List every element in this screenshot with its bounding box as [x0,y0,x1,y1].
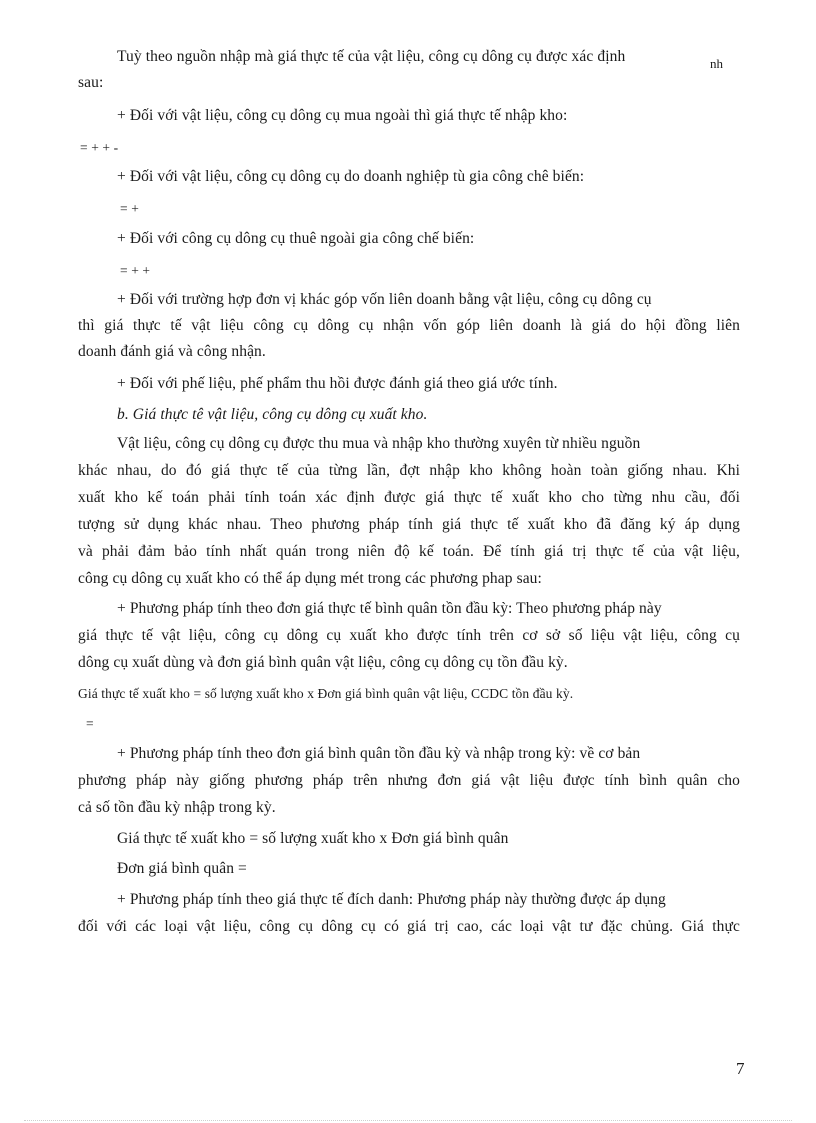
paragraph-line: dông cụ xuất dùng và đơn giá bình quân vật liệu, công cụ dông cụ tồn đầu kỳ. [78,654,568,671]
formula-line: = + + - [80,140,119,155]
paragraph-line: + Phương pháp tính theo đơn giá bình quân tồn đầu kỳ và nhập trong kỳ: về cơ bản [117,745,641,762]
paragraph-line: + Phương pháp tính theo đơn giá thực tế bình quân tồn đầu kỳ: Theo phương pháp này [117,600,662,617]
formula-line: = [86,716,94,731]
formula-line: Giá thực tế xuất kho = số lượng xuất kho x Đơn giá bình quân [117,830,509,847]
paragraph-line: khác nhau, do đó giá thực tế của từng lần, đợt nhập kho không hoàn toàn giống nhau. Khi [78,462,740,479]
paragraph-line: giá thực tế vật liệu, công cụ dông cụ xuất kho được tính trên cơ sở số liệu vật liệu, công cụ [78,627,740,644]
paragraph-line: doanh đánh giá và công nhận. [78,343,266,360]
paragraph-line: tượng sử dụng khác nhau. Theo phương pháp tính giá thực tế xuất kho đã đăng ký áp dụng [78,516,740,533]
formula-line: Giá thực tế xuất kho = số lượng xuất kho x Đơn giá bình quân vật liệu, CCDC tồn đầu kỳ. [78,686,574,701]
paragraph-line: + Đối với phế liệu, phế phẩm thu hồi được đánh giá theo giá ước tính. [117,375,558,392]
paragraph-line: + Phương pháp tính theo giá thực tế đích danh: Phương pháp này thường được áp dụng [117,891,666,908]
paragraph-line: thì giá thực tế vật liệu công cụ dông cụ nhận vốn góp liên doanh là giá do hội đồng liên [78,317,740,334]
paragraph-line: và phải đảm bảo tính nhất quán trong niên độ kế toán. Để tính giá trị thực tế của vật liệu, [78,543,740,560]
paragraph-line: phương pháp này giống phương pháp trên nhưng đơn giá vật liệu được tính bình quân cho [78,772,740,789]
section-heading: b. Giá thực tê vật liệu, công cụ dông cụ xuất kho. [117,406,428,423]
paragraph-line: Vật liệu, công cụ dông cụ được thu mua và nhập kho thường xuyên từ nhiều nguồn [117,435,641,452]
page-bottom-divider [24,1120,792,1121]
paragraph-line: sau: [78,74,104,91]
paragraph-line: + Đối với công cụ dông cụ thuê ngoài gia công chế biến: [117,230,475,247]
paragraph-line: + Đối với trường hợp đơn vị khác góp vốn liên doanh bằng vật liệu, công cụ dông cụ [117,291,652,308]
paragraph-line: Tuỳ theo nguồn nhập mà giá thực tế của vật liệu, công cụ dông cụ được xác định [117,48,626,65]
line-overflow-fragment: nh [710,56,723,71]
paragraph-line: công cụ dông cụ xuất kho có thể áp dụng mét trong các phương phap sau: [78,570,542,587]
page-number: 7 [736,1059,745,1078]
paragraph-line: cả số tồn đầu kỳ nhập trong kỳ. [78,799,276,816]
paragraph-line: + Đối với vật liệu, công cụ dông cụ mua ngoài thì giá thực tế nhập kho: [117,107,568,124]
formula-line: Đơn giá bình quân = [117,860,247,877]
paragraph-line: xuất kho kế toán phải tính toán xác định được giá thực tế xuất kho cho từng nhu cầu, đối [78,489,740,506]
paragraph-line: + Đối với vật liệu, công cụ dông cụ do doanh nghiệp tù gia công chê biến: [117,168,585,185]
paragraph-line: đối với các loại vật liệu, công cụ dông cụ có giá trị cao, các loại vật tư đặc chủng. Giá thực [78,918,740,935]
formula-line: = + [120,201,139,216]
formula-line: = + + [120,263,151,278]
